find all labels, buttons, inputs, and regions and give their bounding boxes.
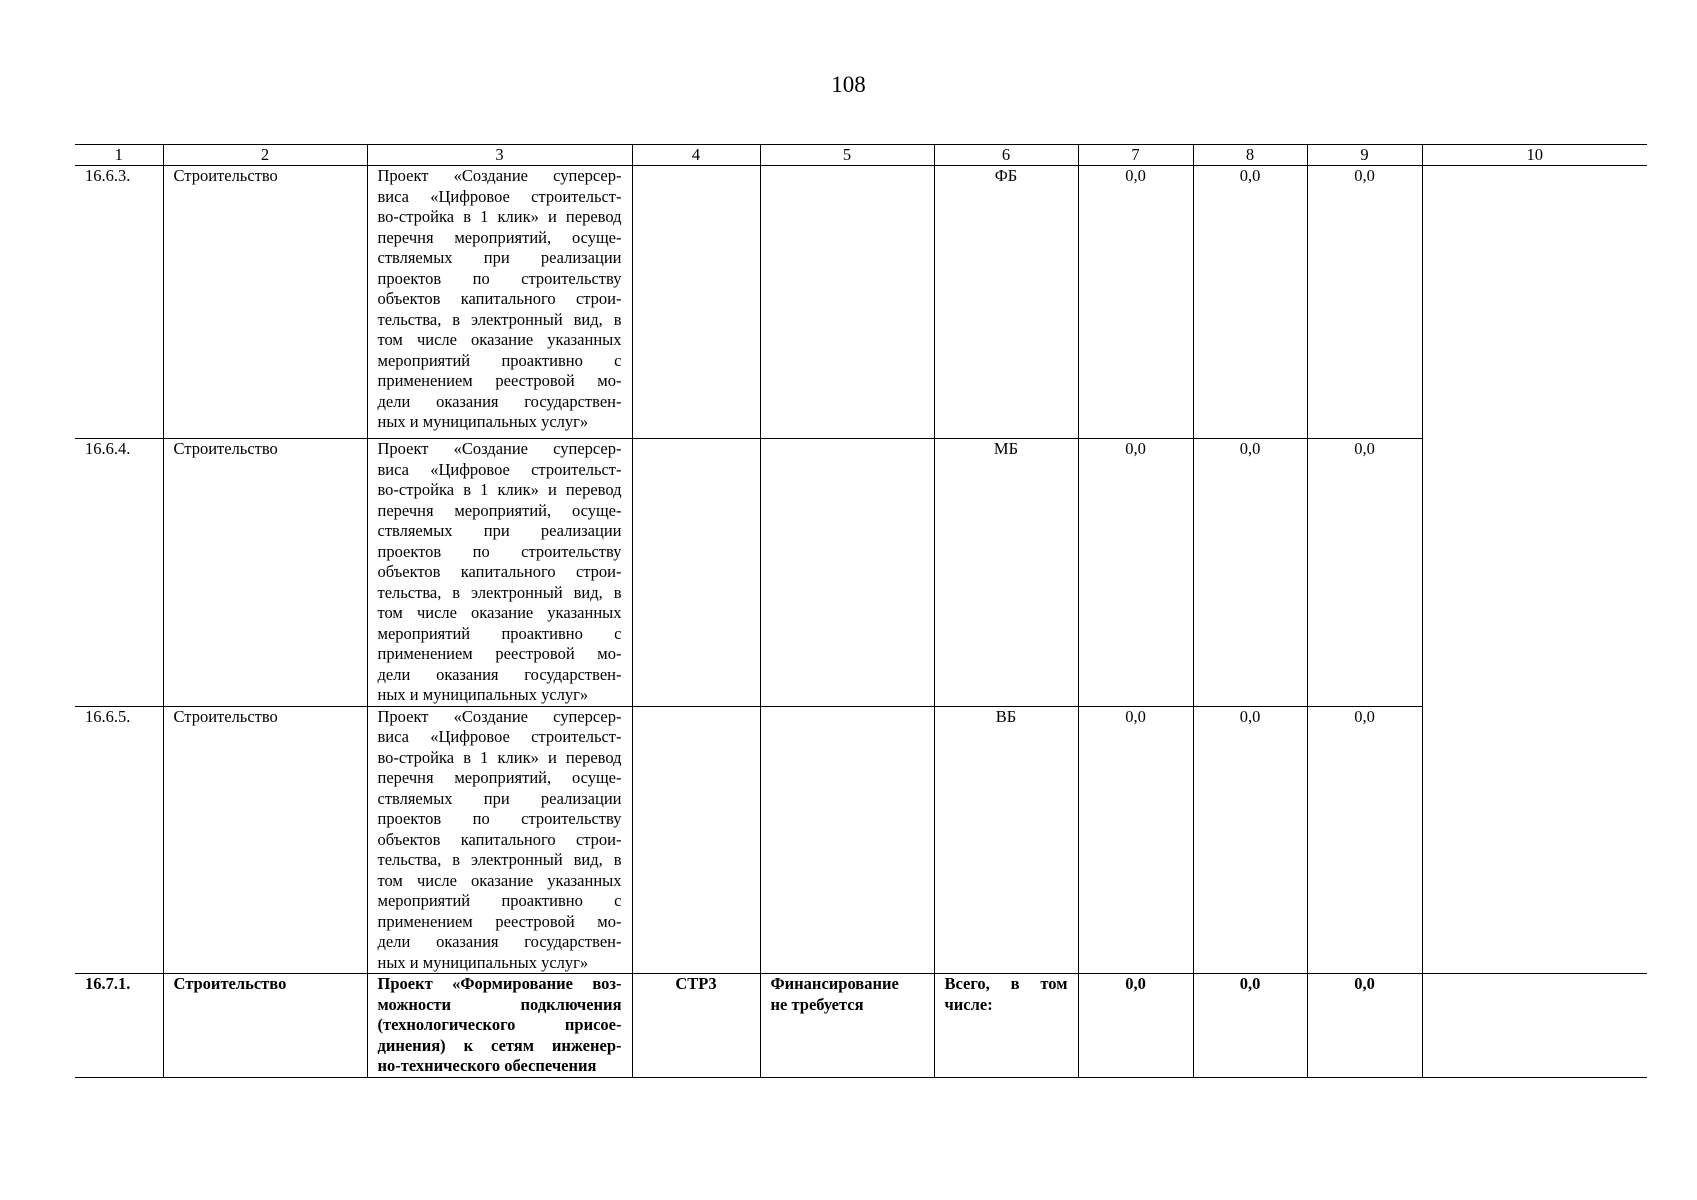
description-line: ных и муниципальных услуг» — [377, 412, 589, 431]
row-funding-source: ФБ — [934, 166, 1078, 439]
header-cell-10: 10 — [1422, 145, 1647, 166]
description-line: Проект «Формирование воз- — [377, 974, 622, 993]
row-code: 16.6.5. — [75, 706, 163, 974]
row-value-7: 0,0 — [1078, 706, 1193, 974]
row-sector: Строительство — [163, 166, 367, 439]
description-line: применением реестровой мо- — [377, 911, 622, 931]
description-line: Проект «Создание суперсер- — [377, 166, 622, 185]
description-line: виса «Цифровое строительст- — [377, 186, 622, 206]
row-col10-merged — [1422, 166, 1647, 974]
row-value-7: 0,0 — [1078, 974, 1193, 1078]
row-col4 — [632, 166, 760, 439]
description-line: том числе оказание указанных — [377, 330, 622, 349]
row-description — [367, 166, 632, 439]
description-line: тельства, в электронный вид, в — [377, 582, 622, 602]
total-line: числе: — [944, 994, 993, 1014]
description-line: мероприятий проактивно с — [377, 350, 622, 370]
description-line: тельства, в электронный вид, в — [377, 850, 622, 869]
description-line: ствляемых при реализации — [377, 521, 622, 540]
row-col5 — [760, 974, 934, 1078]
row-value-8: 0,0 — [1193, 974, 1307, 1078]
financing-line: Финансирование — [770, 974, 899, 993]
description-line: дели оказания государствен- — [377, 391, 622, 411]
description-line: но-технического обеспечения — [377, 1056, 597, 1075]
description-line: Проект «Создание суперсер- — [377, 706, 622, 726]
row-value-8: 0,0 — [1193, 439, 1307, 707]
header-cell-8: 8 — [1193, 145, 1307, 166]
row-value-8: 0,0 — [1193, 166, 1307, 439]
row-value-7: 0,0 — [1078, 166, 1193, 439]
row-description — [367, 974, 632, 1078]
row-col4: СТР3 — [632, 974, 760, 1078]
header-cell-4: 4 — [632, 145, 760, 166]
row-code: 16.6.3. — [75, 166, 163, 439]
row-funding-source: МБ — [934, 439, 1078, 707]
description-line: динения) к сетям инженер- — [377, 1035, 622, 1055]
description-line: ствляемых при реализации — [377, 248, 622, 267]
row-description — [367, 439, 632, 707]
row-col5 — [760, 706, 934, 974]
description-line: мероприятий проактивно с — [377, 623, 622, 643]
description-line: ствляемых при реализации — [377, 788, 622, 808]
description-line: перечня мероприятий, осуще- — [377, 227, 622, 247]
program-table — [75, 144, 1647, 1078]
description-line: (технологического присое- — [377, 1015, 622, 1034]
description-line: объектов капитального строи- — [377, 562, 622, 581]
description-line: виса «Цифровое строительст- — [377, 727, 622, 746]
table-row — [75, 974, 1647, 1078]
row-col4 — [632, 706, 760, 974]
header-cell-6: 6 — [934, 145, 1078, 166]
row-code: 16.7.1. — [75, 974, 163, 1078]
table-header-row — [75, 145, 1647, 166]
description-line: проектов по строительству — [377, 541, 622, 561]
row-col4 — [632, 439, 760, 707]
table-row — [75, 706, 1647, 974]
row-sector: Строительство — [163, 974, 367, 1078]
description-line: проектов по строительству — [377, 268, 622, 288]
description-line: применением реестровой мо- — [377, 644, 622, 663]
description-line: том числе оказание указанных — [377, 870, 622, 890]
row-col5 — [760, 166, 934, 439]
header-cell-9: 9 — [1307, 145, 1422, 166]
page-number: 108 — [831, 72, 866, 97]
description-line: тельства, в электронный вид, в — [377, 309, 622, 329]
row-description — [367, 706, 632, 974]
total-line: Всего, в том — [944, 974, 1068, 993]
row-value-9: 0,0 — [1307, 439, 1422, 707]
row-value-9: 0,0 — [1307, 706, 1422, 974]
header-cell-2: 2 — [163, 145, 367, 166]
description-line: проектов по строительству — [377, 809, 622, 828]
description-line: во-стройка в 1 клик» и перевод — [377, 207, 622, 226]
description-line: объектов капитального строи- — [377, 289, 622, 308]
description-line: виса «Цифровое строительст- — [377, 459, 622, 479]
row-col10 — [1422, 974, 1647, 1078]
description-line: во-стройка в 1 клик» и перевод — [377, 747, 622, 767]
row-value-9: 0,0 — [1307, 974, 1422, 1078]
description-line: дели оказания государствен- — [377, 932, 622, 951]
description-line: во-стройка в 1 клик» и перевод — [377, 480, 622, 499]
row-sector: Строительство — [163, 439, 367, 707]
row-value-7: 0,0 — [1078, 439, 1193, 707]
row-value-8: 0,0 — [1193, 706, 1307, 974]
header-cell-1: 1 — [75, 145, 163, 166]
description-line: ных и муниципальных услуг» — [377, 685, 589, 704]
description-line: объектов капитального строи- — [377, 829, 622, 849]
description-line: дели оказания государствен- — [377, 664, 622, 684]
header-cell-5: 5 — [760, 145, 934, 166]
header-cell-3: 3 — [367, 145, 632, 166]
row-col5 — [760, 439, 934, 707]
row-funding-source: ВБ — [934, 706, 1078, 974]
row-funding-source — [934, 974, 1078, 1078]
financing-line: не требуется — [770, 994, 864, 1014]
row-code: 16.6.4. — [75, 439, 163, 707]
description-line: ных и муниципальных услуг» — [377, 952, 589, 972]
description-line: Проект «Создание суперсер- — [377, 439, 622, 458]
description-line: можности подключения — [377, 994, 622, 1014]
description-line: мероприятий проактивно с — [377, 891, 622, 910]
description-line: том числе оказание указанных — [377, 603, 622, 622]
row-sector: Строительство — [163, 706, 367, 974]
header-cell-7: 7 — [1078, 145, 1193, 166]
description-line: перечня мероприятий, осуще- — [377, 500, 622, 520]
row-value-9: 0,0 — [1307, 166, 1422, 439]
description-line: перечня мероприятий, осуще- — [377, 768, 622, 787]
table-row — [75, 439, 1647, 707]
description-line: применением реестровой мо- — [377, 371, 622, 390]
table-row — [75, 166, 1647, 439]
